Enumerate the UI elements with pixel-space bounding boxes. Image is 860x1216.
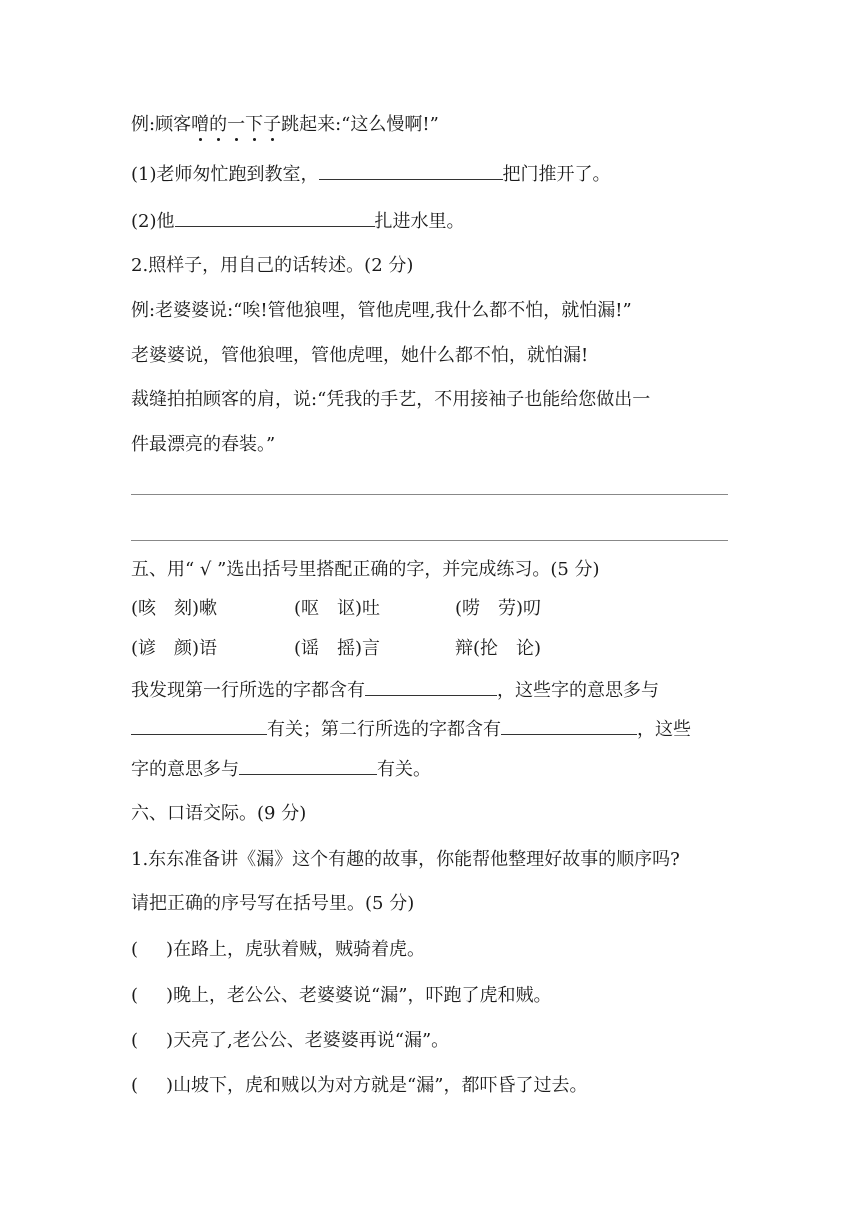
order-item <box>131 938 425 962</box>
question-text: 有关。 <box>377 759 431 780</box>
order-item <box>131 1029 449 1053</box>
question-2-heading: 2.照样子，用自己的话转述。(2 分) <box>131 255 414 276</box>
char-choice-row-2 <box>131 637 541 661</box>
question-text: 扎进水里。 <box>374 211 465 232</box>
char-choice[interactable]: (谚 颜)语 <box>131 638 218 659</box>
order-item <box>131 1074 587 1098</box>
dotted-char: 子 <box>263 114 282 135</box>
order-bracket[interactable]: ( ) <box>131 1030 174 1051</box>
order-item-text: 山坡下，虎和贼以为对方就是“漏”，都吓昏了过去。 <box>173 1075 588 1096</box>
question-text: ，这些字的意思多与 <box>497 680 659 701</box>
example-sentence <box>131 113 439 137</box>
question-2-prompt-line1: 裁缝拍拍顾客的肩，说:“凭我的手艺，不用接袖子也能给您做出一 <box>131 389 651 410</box>
question-text: (2)他 <box>131 211 175 232</box>
section-5-fill-line-3 <box>131 756 431 782</box>
char-choice[interactable]: (呕 讴)吐 <box>294 598 381 619</box>
question-text: (1)老师匆忙跑到教室， <box>131 164 319 185</box>
char-choice[interactable]: (谣 摇)言 <box>294 638 381 659</box>
answer-blank[interactable] <box>365 677 497 696</box>
section-6-heading: 六、口语交际。(9 分) <box>131 803 307 824</box>
order-bracket[interactable]: ( ) <box>131 985 174 1006</box>
question-text: ，这些 <box>637 719 691 740</box>
order-item-text: 在路上，虎驮着贼，贼骑着虎。 <box>173 939 426 960</box>
example-suffix: 跳起来:“这么慢啊!” <box>281 114 439 135</box>
answer-blank[interactable] <box>239 756 377 775</box>
dotted-char: 的 <box>209 114 228 135</box>
char-choice[interactable]: 辩(抡 论) <box>455 638 542 659</box>
question-text: 我发现第一行所选的字都含有 <box>131 680 365 701</box>
question-2-example-answer: 老婆婆说，管他狼哩，管他虎哩，她什么都不怕，就怕漏! <box>131 345 589 366</box>
section-5-fill-line-2 <box>131 716 691 742</box>
question-text: 把门推开了。 <box>502 164 611 185</box>
section-6-q1-line2: 请把正确的序号写在括号里。(5 分) <box>131 893 415 914</box>
dotted-char: 下 <box>245 114 264 135</box>
question-text: 字的意思多与 <box>131 759 239 780</box>
order-bracket[interactable]: ( ) <box>131 1075 174 1096</box>
section-5-heading: 五、用“ √ ”选出括号里搭配正确的字，并完成练习。(5 分) <box>131 559 600 580</box>
order-item-text: 天亮了,老公公、老婆婆再说“漏”。 <box>173 1030 450 1051</box>
order-bracket[interactable]: ( ) <box>131 939 174 960</box>
answer-blank[interactable] <box>501 716 637 735</box>
question-2-example: 例:老婆婆说:“唉!管他狼哩，管他虎哩,我什么都不怕，就怕漏!” <box>131 300 632 321</box>
question-1-1 <box>131 161 611 187</box>
writing-line[interactable] <box>131 494 728 495</box>
char-choice-row-1 <box>131 597 541 621</box>
char-choice[interactable]: (唠 劳)叨 <box>455 598 542 619</box>
question-1-2 <box>131 208 465 234</box>
order-item <box>131 984 551 1008</box>
section-6-q1-line1: 1.东东准备讲《漏》这个有趣的故事，你能帮他整理好故事的顺序吗? <box>131 849 680 870</box>
example-prefix: 例:顾客 <box>131 114 192 135</box>
answer-blank[interactable] <box>131 716 267 735</box>
answer-blank[interactable] <box>175 208 375 227</box>
order-item-text: 晚上，老公公、老婆婆说“漏”，吓跑了虎和贼。 <box>173 985 552 1006</box>
writing-line[interactable] <box>131 540 728 541</box>
question-text: 有关；第二行所选的字都含有 <box>267 719 501 740</box>
dotted-char: 噌 <box>191 114 210 135</box>
answer-blank[interactable] <box>319 161 503 180</box>
section-5-fill-line-1 <box>131 677 659 703</box>
char-choice[interactable]: (咳 刻)嗽 <box>131 598 218 619</box>
dotted-char: 一 <box>227 114 246 135</box>
question-2-prompt-line2: 件最漂亮的春装。” <box>131 434 276 455</box>
